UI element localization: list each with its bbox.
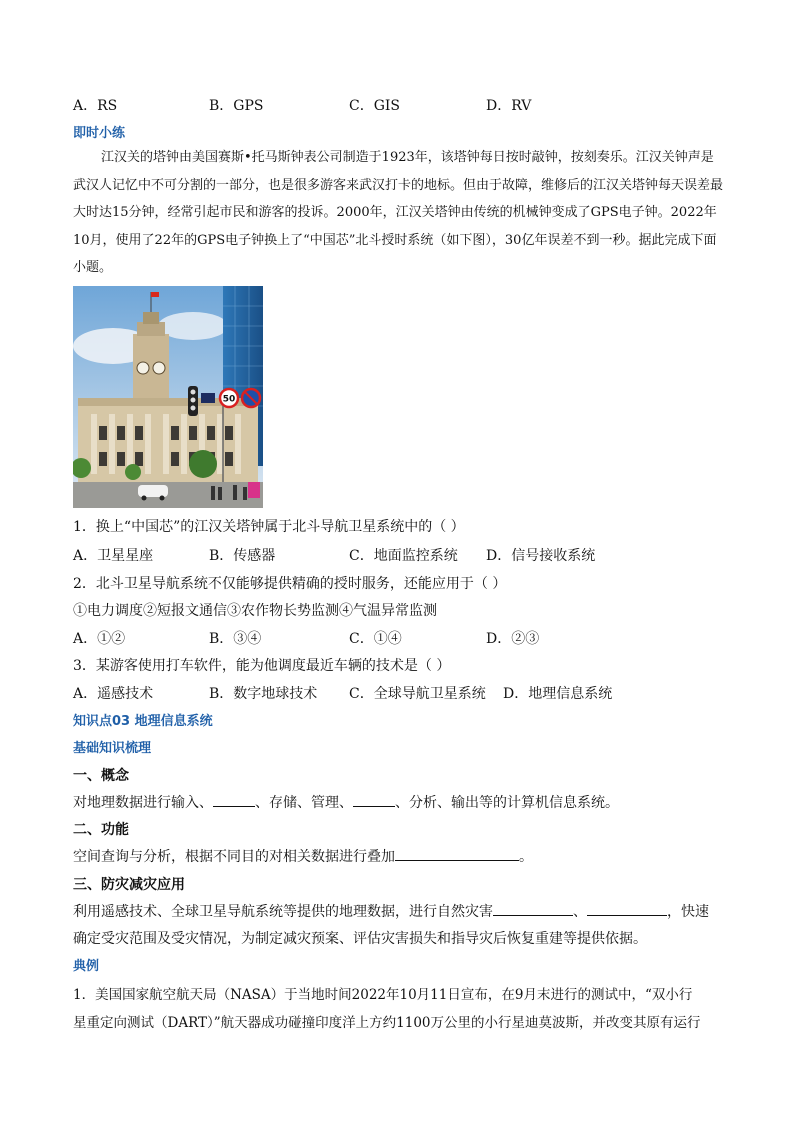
blank-3 — [395, 846, 519, 861]
question-3-options — [73, 683, 673, 703]
option-d: D．RV — [486, 98, 532, 114]
section-3-text-line-2: 确定受灾范围及受灾情况，为制定减灾预案、评估灾害损失和指导灾后恢复重建等提供依据。 — [73, 931, 647, 947]
blank-4 — [493, 901, 573, 916]
blank-1 — [213, 792, 255, 807]
previous-question-options — [73, 95, 673, 115]
section-practice-heading: 即时小练 — [73, 126, 126, 141]
option-a: A．卫星星座 — [73, 548, 154, 564]
section-1-title: 一、概念 — [73, 768, 129, 784]
section-2-title: 二、功能 — [73, 822, 129, 838]
option-b: B．GPS — [209, 98, 264, 114]
knowledge-point-heading: 知识点03 地理信息系统 — [73, 714, 213, 729]
question-1-options — [73, 545, 673, 565]
blank-5 — [587, 901, 667, 916]
option-d: D．信号接收系统 — [486, 548, 596, 564]
question-2-options — [73, 628, 673, 648]
question-1-stem: 1．换上“中国芯”的江汉关塔钟属于北斗导航卫星系统中的（ ） — [73, 519, 465, 535]
section-3-title: 三、防灾减灾应用 — [73, 877, 185, 893]
speed-limit-sign-number: 50 — [222, 394, 236, 405]
example-heading: 典例 — [73, 959, 100, 974]
question-2-items: ①电力调度②短报文通信③农作物长势监测④气温异常监测 — [73, 603, 437, 619]
passage-text: 江汉关的塔钟由美国赛斯•托马斯钟表公司制造于1923年，该塔钟每日按时敲钟，按刻奏乐。江汉关钟声是武汉人记忆中不可分割的一部分，也是很多游客来武汉打卡的地标。但由于故障，维修后的江汉关塔钟每天误差最大时达15分钟，经常引起市民和游客的投诉。2000年，江汉关塔钟由传统的机械钟变成了GPS电子钟。2022年10月，使用了22年的GPS电子钟换上了“中国芯”北斗授时系统（如下图），30亿年误差不到一秒。据此完成下面小题。 — [73, 150, 724, 275]
option-b: B．③④ — [209, 631, 262, 647]
option-d: D．地理信息系统 — [503, 686, 613, 702]
option-d: D．②③ — [486, 631, 540, 647]
option-a: A．遥感技术 — [73, 686, 154, 702]
example-text-line-2: 星重定向测试（DART）”航天器成功碰撞印度洋上方约1100万公里的小行星迪莫波斯，并改变其原有运行 — [73, 1015, 701, 1031]
blank-2 — [353, 792, 395, 807]
option-b: B．数字地球技术 — [209, 686, 318, 702]
option-a: A．①② — [73, 631, 126, 647]
option-c: C．GIS — [349, 98, 401, 114]
section-2-text: 空间查询与分析，根据不同目的对相关数据进行叠加 。 — [73, 846, 533, 866]
question-2-stem: 2．北斗卫星导航系统不仅能够提供精确的授时服务，还能应用于（ ） — [73, 576, 507, 592]
section-3-text-line-1: 利用遥感技术、全球卫星导航系统等提供的地理数据，进行自然灾害 、 ，快速 — [73, 901, 709, 921]
option-a: A．RS — [73, 98, 118, 114]
option-b: B．传感器 — [209, 548, 276, 564]
option-c: C．全球导航卫星系统 — [349, 686, 486, 702]
example-text-line-1: 1．美国国家航空航天局（NASA）于当地时间2022年10月11日宣布，在9月末进行的测试中，“双小行 — [73, 987, 693, 1003]
section-1-text: 对地理数据进行输入、 、存储、管理、 、分析、输出等的计算机信息系统。 — [73, 792, 619, 812]
option-c: C．①④ — [349, 631, 402, 647]
question-3-stem: 3．某游客使用打车软件，能为他调度最近车辆的技术是（ ） — [73, 658, 451, 674]
option-c: C．地面监控系统 — [349, 548, 458, 564]
clock-tower-photo — [73, 286, 263, 508]
basics-heading: 基础知识梳理 — [73, 741, 152, 756]
